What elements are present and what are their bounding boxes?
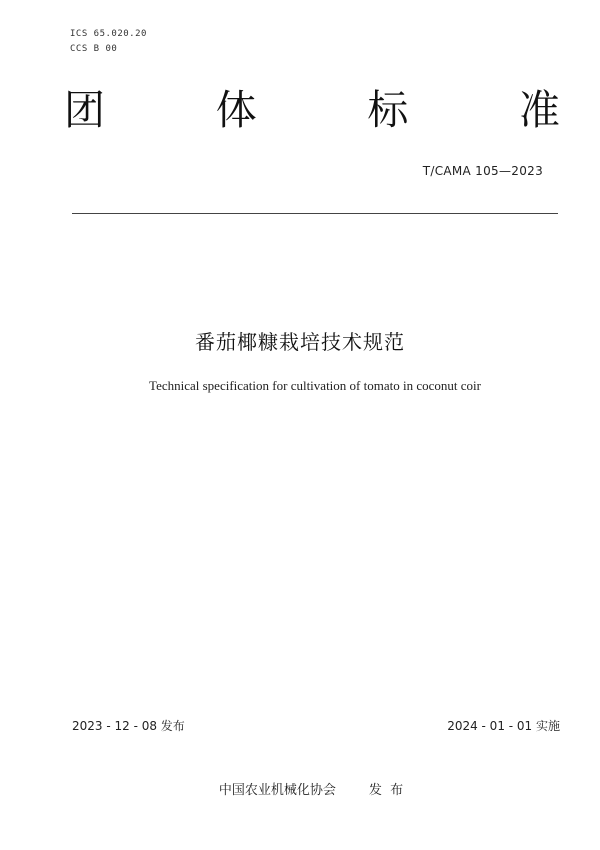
ccs-code: CCS B 00 [70, 44, 118, 54]
standard-number: T/CAMA 105—2023 [422, 164, 543, 178]
document-type-heading [64, 86, 560, 134]
header-divider [72, 213, 558, 214]
publisher-line [0, 779, 600, 798]
title-english: Technical specification for cultivation of tomato in coconut coir [149, 378, 481, 393]
document-type-char: 标 [367, 86, 409, 134]
publisher-name: 中国农业机械化协会 [218, 783, 336, 798]
document-type-char: 体 [215, 86, 257, 134]
publish-date: 2023 - 12 - 08 发布 [72, 719, 185, 733]
ics-code: ICS 65.020.20 [70, 29, 147, 39]
document-type-char: 团 [64, 86, 105, 134]
title-chinese: 番茄椰糠栽培技术规范 [195, 330, 405, 354]
effective-date: 2024 - 01 - 01 实施 [447, 719, 560, 733]
publish-action: 发 布 [368, 783, 404, 798]
document-type-char: 准 [518, 86, 560, 134]
